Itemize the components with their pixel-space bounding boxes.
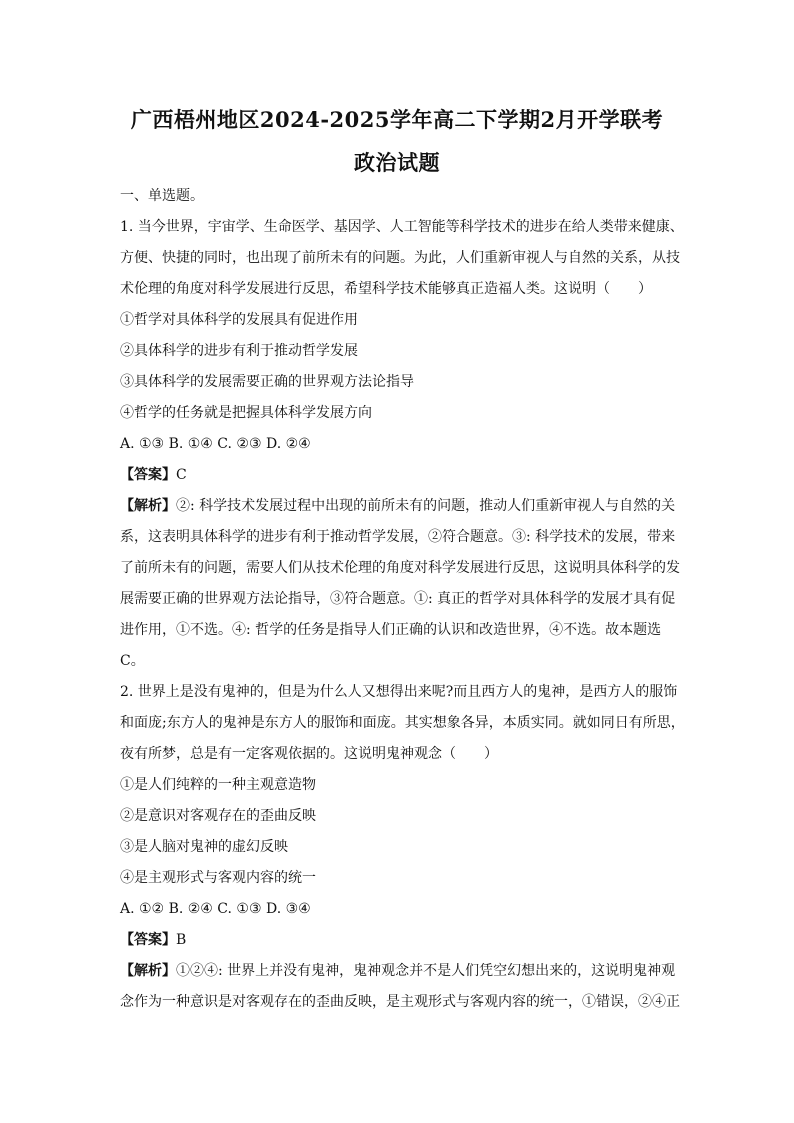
q1-analysis-line: C。 [120,653,145,669]
title-line-1: 广西梧州地区2024-2025学年高二下学期2月开学联考 [130,107,664,132]
q1-answer [120,465,187,485]
q1-option: ③具体科学的发展需要正确的世界观方法论指导 [120,374,414,390]
q1-analysis-line: 展需要正确的世界观方法论指导，③符合题意。①: 真正的哲学对具体科学的发展才具有促 [120,591,676,607]
q2-analysis-line [120,961,675,981]
q2-answer [120,930,186,950]
answer-value: B [176,932,187,948]
q2-stem-line: 夜有所梦，总是有一定客观依据的。这说明鬼神观念（ ） [120,746,498,762]
q2-stem-line: 和面庞;东方人的鬼神是东方人的服饰和面庞。其实想象各异，本质实同。就如同日有所思， [120,715,685,731]
q2-choices: A. ①② B. ②④ C. ①③ D. ③④ [120,901,311,917]
q2-stem-line: 2. 世界上是没有鬼神的，但是为什么人又想得出来呢?而且西方人的鬼神，是西方人的服饰 [120,684,678,700]
q1-analysis-line: 了前所未有的问题，需要人们从技术伦理的角度对科学发展进行反思，这说明具体科学的发 [120,560,680,576]
q1-option: ②具体科学的进步有利于推动哲学发展 [120,343,358,359]
answer-label: 【答案】 [120,932,176,948]
q1-stem-line: 1. 当今世界，宇宙学、生命医学、基因学、人工智能等科学技术的进步在给人类带来健康、 [120,219,684,235]
analysis-text: ①②④: 世界上并没有鬼神，鬼神观念并不是人们凭空幻想出来的，这说明鬼神观 [176,963,676,979]
q1-analysis-line: 系，这表明具体科学的进步有利于推动哲学发展，②符合题意。③: 科学技术的发展，带来 [120,529,676,545]
q1-analysis-line: 进作用，①不选。④: 哲学的任务是指导人们正确的认识和改造世界，④不选。故本题选 [120,622,662,638]
analysis-label: 【解析】 [120,963,176,979]
q1-stem-line: 术伦理的角度对科学发展进行反思，希望科学技术能够真正造福人类。这说明（ ） [120,281,652,297]
analysis-text: ②: 科学技术发展过程中出现的前所未有的问题，推动人们重新审视人与自然的关 [176,498,676,514]
q2-option: ④是主观形式与客观内容的统一 [120,870,316,886]
title-line-2: 政治试题 [354,150,440,175]
q2-option: ①是人们纯粹的一种主观意造物 [120,777,316,793]
section-heading: 一、单选题。 [120,188,204,204]
q2-analysis-line: 念作为一种意识是对客观存在的歪曲反映，是主观形式与客观内容的统一，①错误，②④正 [120,994,680,1010]
q2-option: ③是人脑对鬼神的虚幻反映 [120,839,288,855]
q1-option: ①哲学对具体科学的发展具有促进作用 [120,312,358,328]
q1-stem-line: 方便、快捷的同时，也出现了前所未有的问题。为此，人们重新审视人与自然的关系，从技 [120,250,680,266]
answer-label: 【答案】 [120,467,176,483]
q1-option: ④哲学的任务就是把握具体科学发展方向 [120,405,372,421]
analysis-label: 【解析】 [120,498,176,514]
q2-option: ②是意识对客观存在的歪曲反映 [120,808,316,824]
answer-value: C [176,467,187,483]
q1-choices: A. ①③ B. ①④ C. ②③ D. ②④ [120,436,311,452]
q1-analysis-line [120,496,675,516]
